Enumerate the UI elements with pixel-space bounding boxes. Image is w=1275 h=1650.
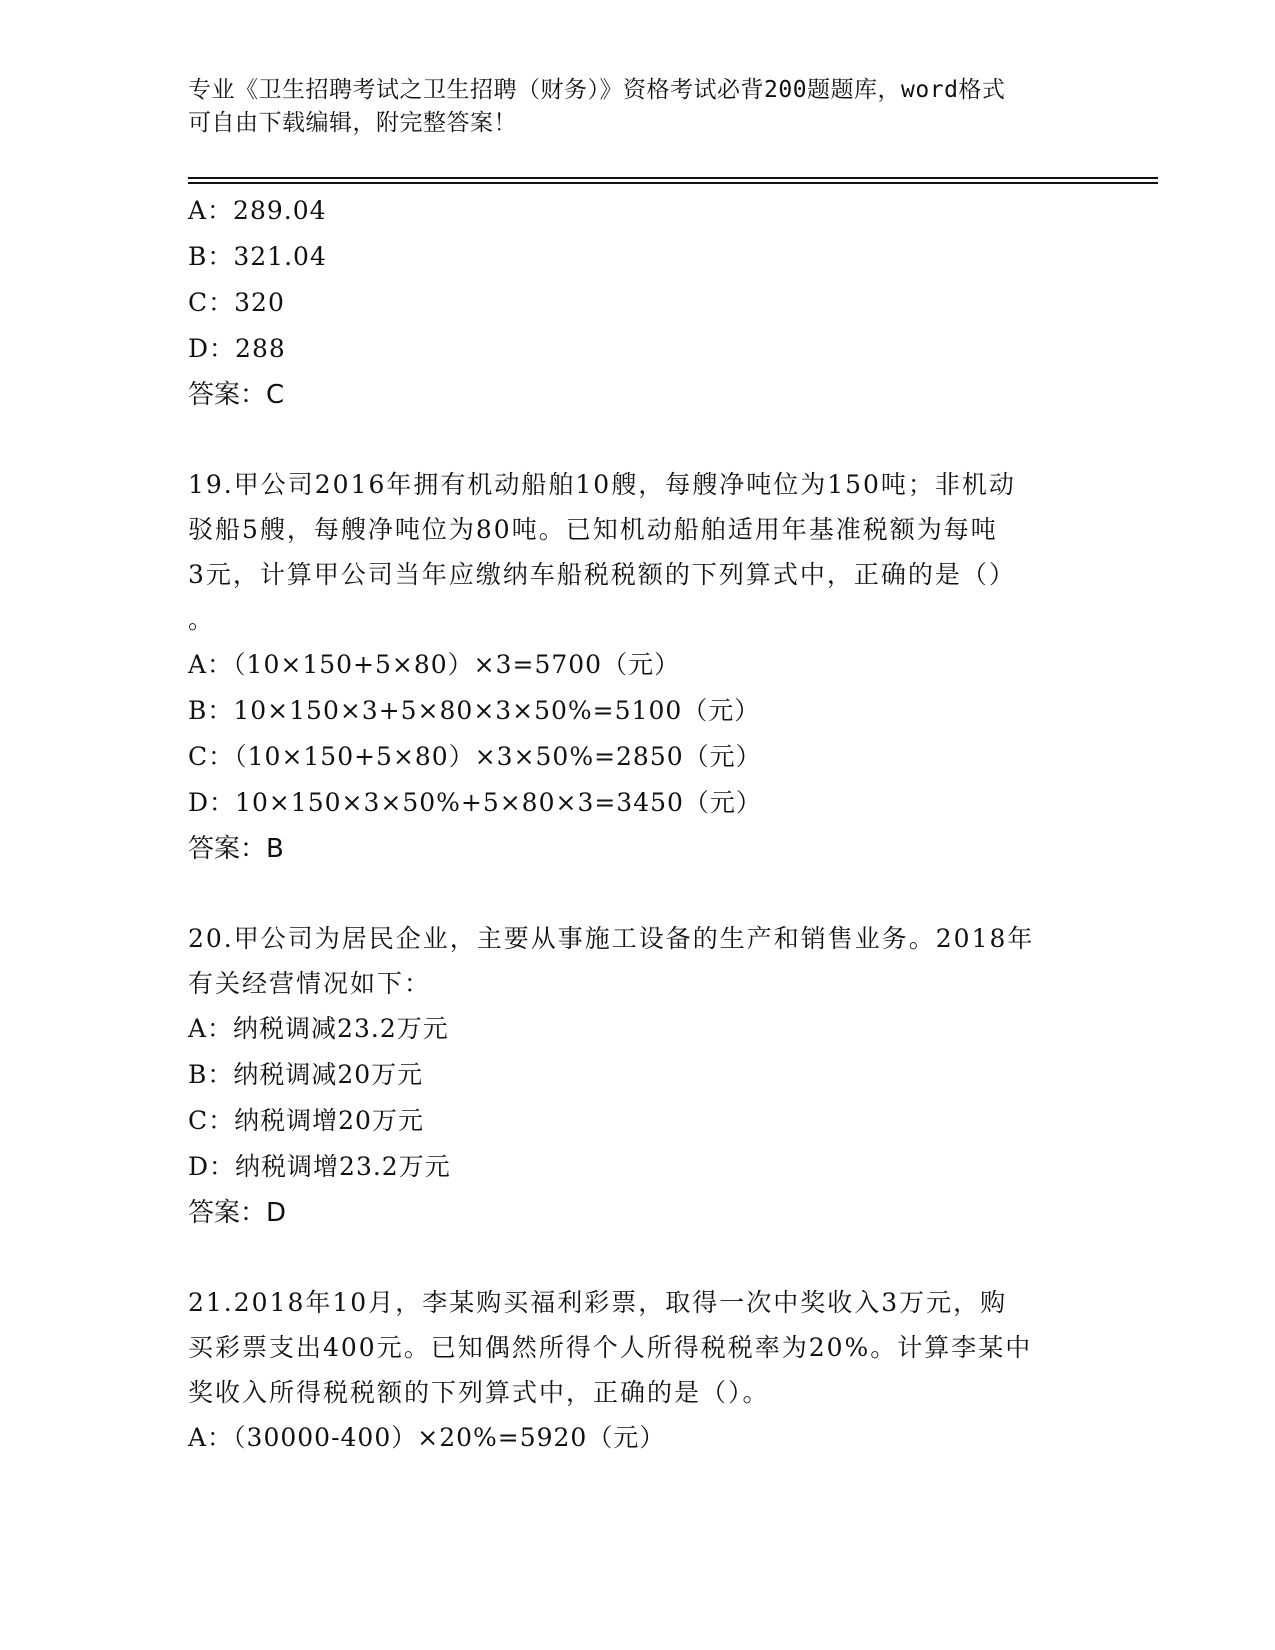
- header-divider-bottom: [188, 182, 1158, 184]
- question-20: [188, 916, 1088, 1236]
- answer-key: 答案：D: [188, 1198, 287, 1228]
- answer-key: 答案：B: [188, 834, 284, 864]
- question-18-remainder: [188, 188, 1088, 418]
- header-divider-top: [188, 177, 1158, 179]
- option-a: A：纳税调减23.2万元: [188, 1014, 449, 1043]
- question-19: [188, 462, 1088, 872]
- question-stem-line: 20.甲公司为居民企业，主要从事施工设备的生产和销售业务。2018年: [188, 924, 1035, 953]
- document-header: [188, 74, 1088, 140]
- header-line-1: 专业《卫生招聘考试之卫生招聘（财务）》资格考试必背200题题库，word格式: [188, 77, 1006, 103]
- option-d: D：纳税调增23.2万元: [188, 1152, 451, 1181]
- option-a: A：（10×150+5×80）×3=5700（元）: [188, 650, 681, 679]
- option-c: C：纳税调增20万元: [188, 1106, 424, 1135]
- question-stem-line: 19.甲公司2016年拥有机动船舶10艘，每艘净吨位为150吨；非机动: [188, 470, 1016, 499]
- option-d: D：10×150×3×50%+5×80×3=3450（元）: [188, 788, 762, 817]
- question-21: [188, 1280, 1088, 1461]
- option-a: A：289.04: [188, 196, 327, 225]
- question-stem-line: 3元，计算甲公司当年应缴纳车船税税额的下列算式中，正确的是（）: [188, 560, 1016, 589]
- option-b: B：纳税调减20万元: [188, 1060, 424, 1089]
- option-c: C：320: [188, 288, 285, 317]
- option-b: B：10×150×3+5×80×3×50%=5100（元）: [188, 696, 761, 725]
- answer-key: 答案：C: [188, 380, 285, 410]
- question-stem-line: 驳船5艘，每艘净吨位为80吨。已知机动船舶适用年基准税额为每吨: [188, 515, 998, 544]
- header-line-2: 可自由下载编辑，附完整答案！: [188, 110, 517, 136]
- option-d: D：288: [188, 334, 286, 363]
- question-stem-line: 买彩票支出400元。已知偶然所得个人所得税税率为20%。计算李某中: [188, 1333, 1033, 1362]
- question-list: [188, 188, 1088, 1461]
- question-stem-line: 。: [188, 605, 216, 634]
- question-stem-line: 有关经营情况如下：: [188, 969, 432, 998]
- option-a: A：（30000-400）×20%=5920（元）: [188, 1423, 666, 1452]
- question-stem-line: 21.2018年10月，李某购买福利彩票，取得一次中奖收入3万元，购: [188, 1288, 1008, 1317]
- option-c: C：（10×150+5×80）×3×50%=2850（元）: [188, 742, 762, 771]
- question-stem-line: 奖收入所得税税额的下列算式中，正确的是（）。: [188, 1378, 770, 1407]
- option-b: B：321.04: [188, 242, 327, 271]
